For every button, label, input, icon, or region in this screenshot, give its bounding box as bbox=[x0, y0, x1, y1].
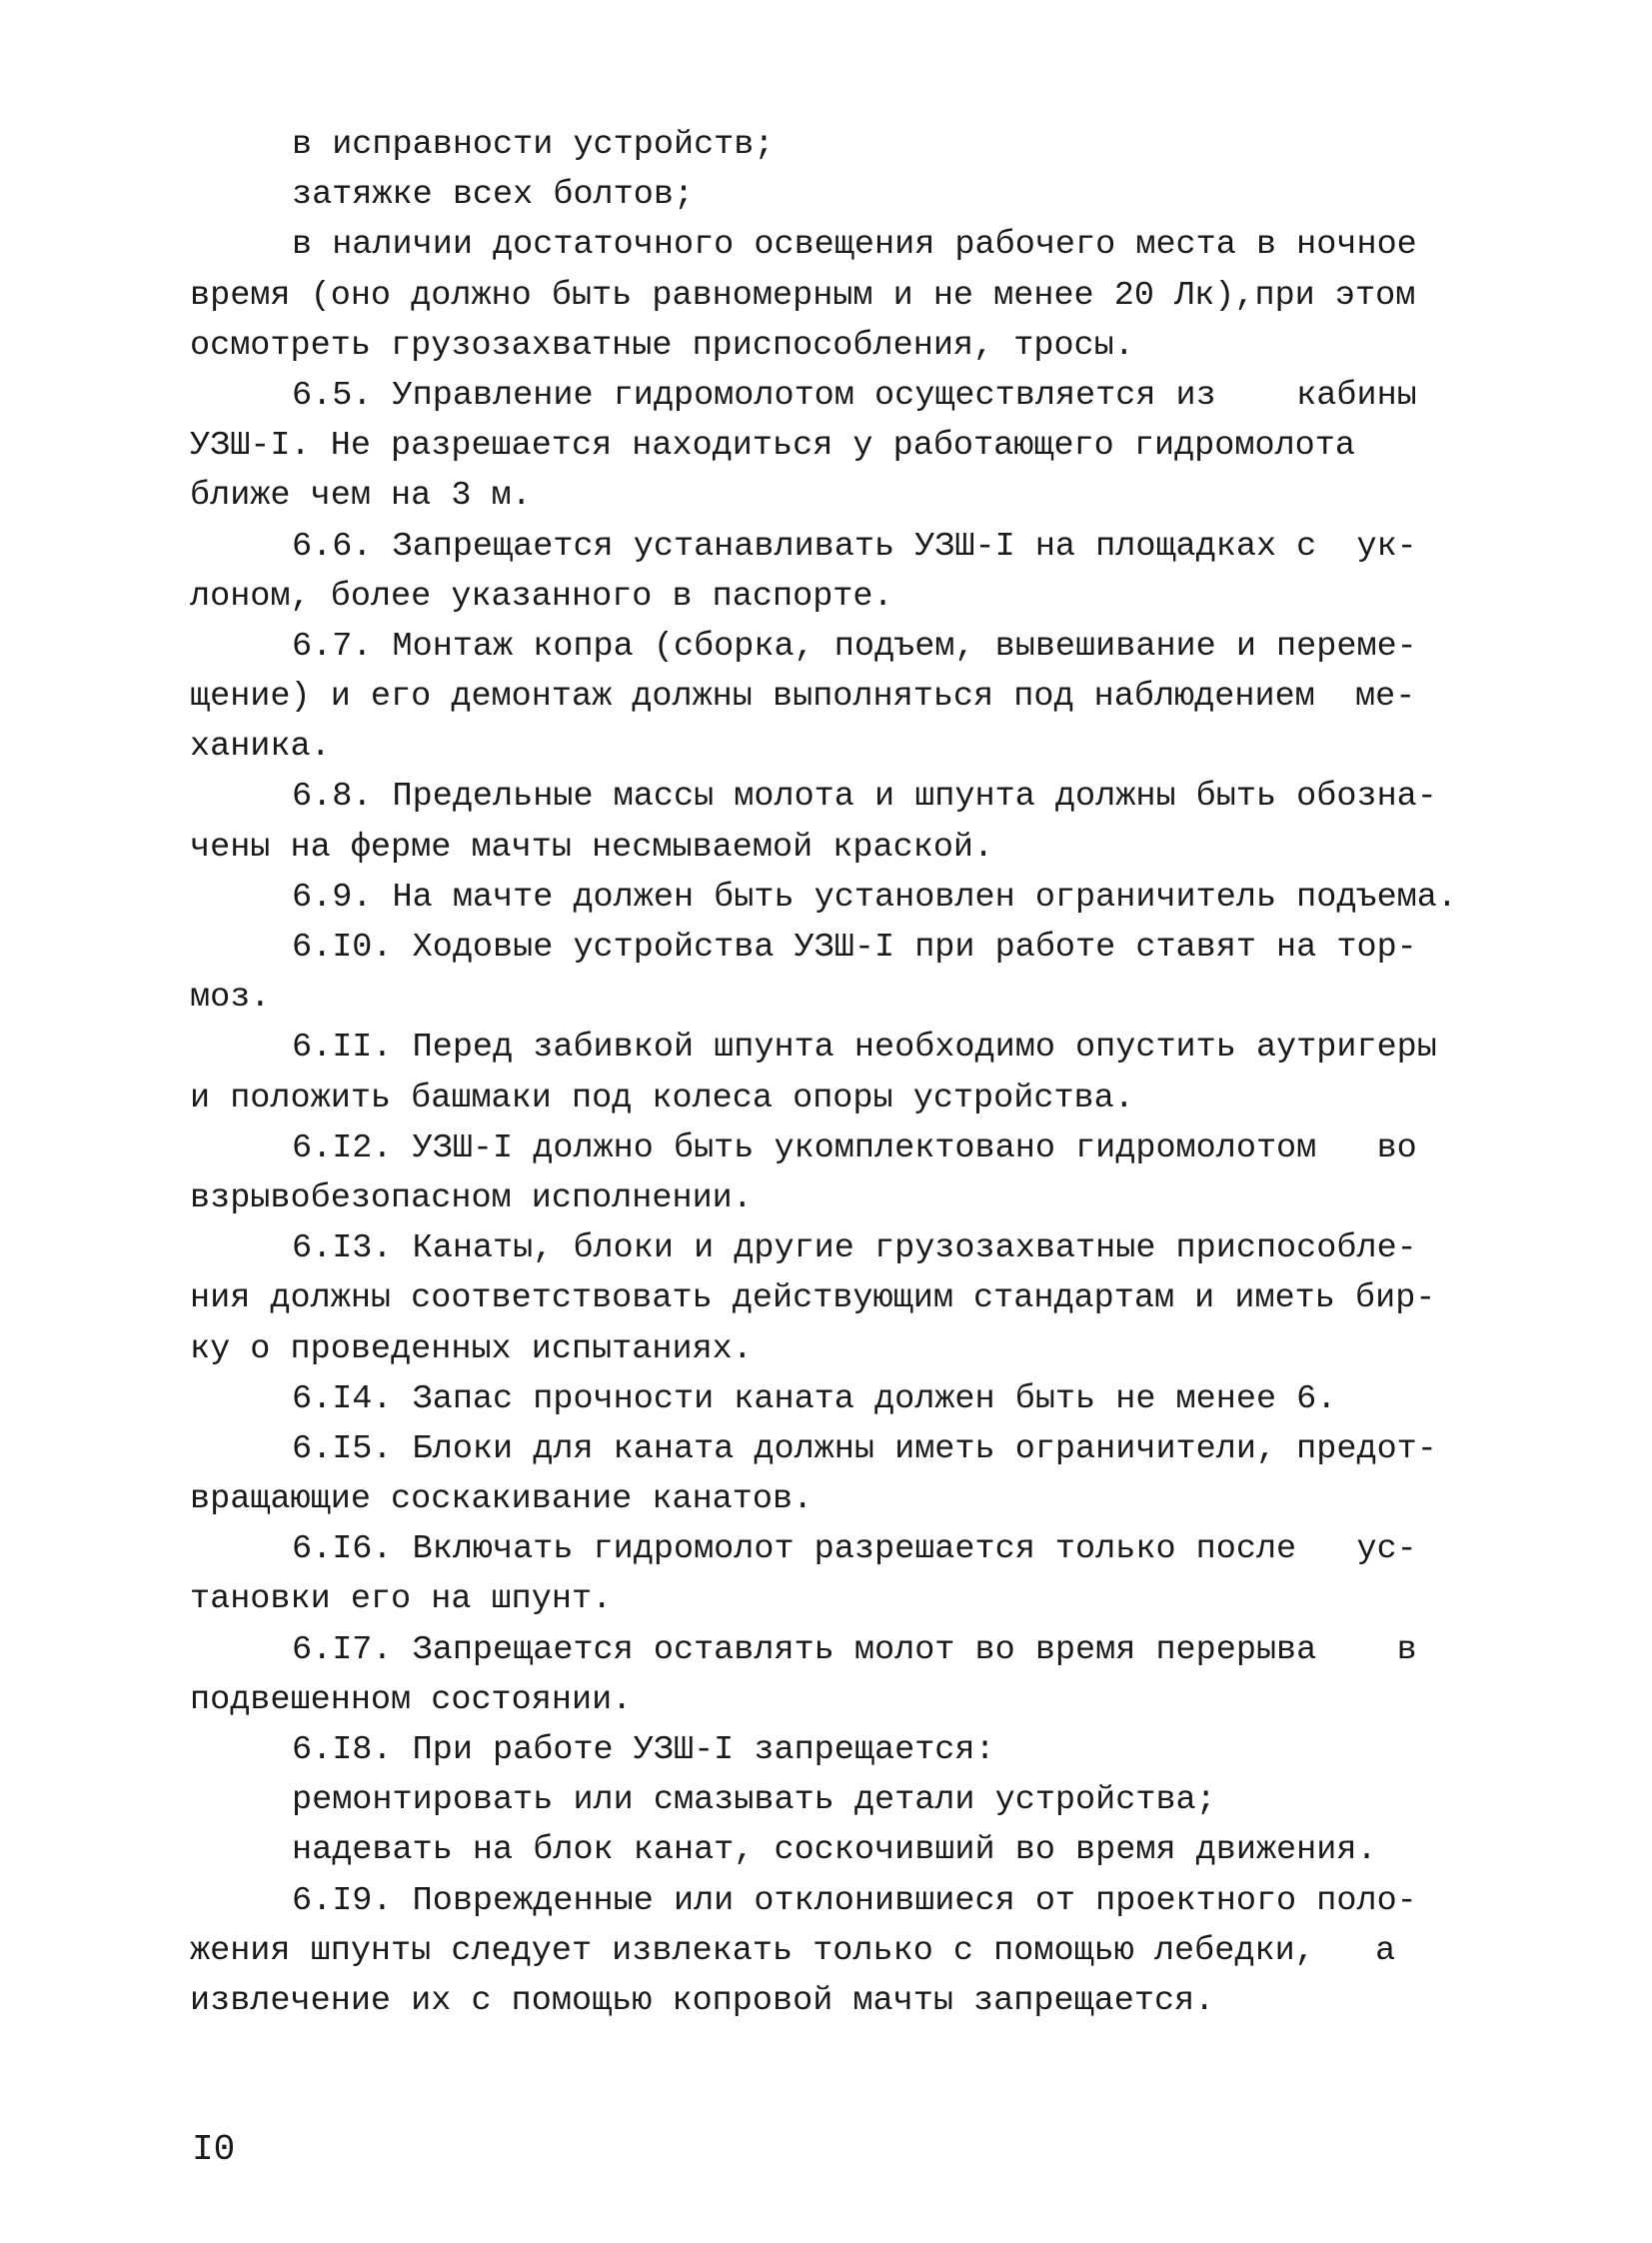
text-line: в наличии достаточного освещения рабочего места в ночное bbox=[292, 226, 1417, 265]
text-line: УЗШ-I. Не разрешается находиться у работающего гидромолота bbox=[190, 427, 1355, 466]
text-line: 6.I6. Включать гидромолот разрешается только после ус- bbox=[292, 1530, 1417, 1569]
text-line: ку о проведенных испытаниях. bbox=[190, 1329, 753, 1368]
document-body bbox=[190, 120, 1459, 2026]
text-line: щение) и его демонтаж должны выполняться под наблюдением ме- bbox=[190, 678, 1416, 717]
text-line: 6.I0. Ходовые устройства УЗШ-I при работе ставят на тор- bbox=[292, 929, 1417, 967]
text-line: 6.7. Монтаж копра (сборка, подъем, вывешивание и переме- bbox=[292, 627, 1417, 666]
text-line: чены на ферме мачты несмываемой краской. bbox=[190, 828, 994, 867]
text-line: время (оно должно быть равномерным и не менее 20 Лк),при этом bbox=[190, 276, 1416, 315]
text-line: ния должны соответствовать действующим стандартам и иметь бир- bbox=[190, 1279, 1436, 1318]
text-line: 6.I9. Поврежденные или отклонившиеся от проектного поло- bbox=[292, 1881, 1417, 1920]
page-number: I0 bbox=[192, 2129, 236, 2170]
text-line: 6.I4. Запас прочности каната должен быть не менее 6. bbox=[292, 1379, 1337, 1418]
text-line: взрывобезопасном исполнении. bbox=[190, 1178, 753, 1217]
text-line: тановки его на шпунт. bbox=[190, 1580, 613, 1619]
text-line: ремонтировать или смазывать детали устройства; bbox=[292, 1781, 1216, 1820]
text-line: 6.9. На мачте должен быть установлен ограничитель подъема. bbox=[292, 878, 1457, 917]
text-line: лоном, более указанного в паспорте. bbox=[190, 577, 893, 616]
text-line: 6.I5. Блоки для каната должны иметь ограничители, предот- bbox=[292, 1429, 1437, 1468]
text-line: 6.II. Перед забивкой шпунта необходимо опустить аутригеры bbox=[292, 1029, 1437, 1068]
text-line: 6.I2. УЗШ-I должно быть укомплектовано гидромолотом во bbox=[292, 1128, 1417, 1167]
text-line: вращающие соскакивание канатов. bbox=[190, 1480, 814, 1519]
text-line: 6.I8. При работе УЗШ-I запрещается: bbox=[292, 1731, 995, 1769]
text-line: 6.8. Предельные массы молота и шпунта должны быть обозна- bbox=[292, 778, 1437, 817]
text-line: 6.I7. Запрещается оставлять молот во время перерыва в bbox=[292, 1630, 1417, 1669]
text-line: моз. bbox=[190, 979, 271, 1018]
text-line: 6.I3. Канаты, блоки и другие грузозахватные приспособле- bbox=[292, 1229, 1417, 1268]
text-line: затяжке всех болтов; bbox=[292, 176, 695, 215]
text-line: надевать на блок канат, соскочивший во время движения. bbox=[292, 1831, 1377, 1870]
text-line: ханика. bbox=[190, 728, 331, 767]
text-line: 6.6. Запрещается устанавливать УЗШ-I на площадках с ук- bbox=[292, 527, 1417, 566]
text-line: 6.5. Управление гидромолотом осуществляется из кабины bbox=[292, 376, 1417, 415]
text-line: осмотреть грузозахватные приспособления, тросы. bbox=[190, 326, 1134, 365]
text-line: и положить башмаки под колеса опоры устройства. bbox=[190, 1079, 1134, 1118]
text-line: в исправности устройств; bbox=[292, 126, 775, 164]
text-line: извлечение их с помощью копровой мачты запрещается. bbox=[190, 1981, 1215, 2020]
text-line: жения шпунты следует извлекать только с помощью лебедки, а bbox=[190, 1931, 1396, 1970]
text-line: подвешенном состоянии. bbox=[190, 1680, 633, 1719]
text-line: ближе чем на 3 м. bbox=[190, 477, 532, 516]
